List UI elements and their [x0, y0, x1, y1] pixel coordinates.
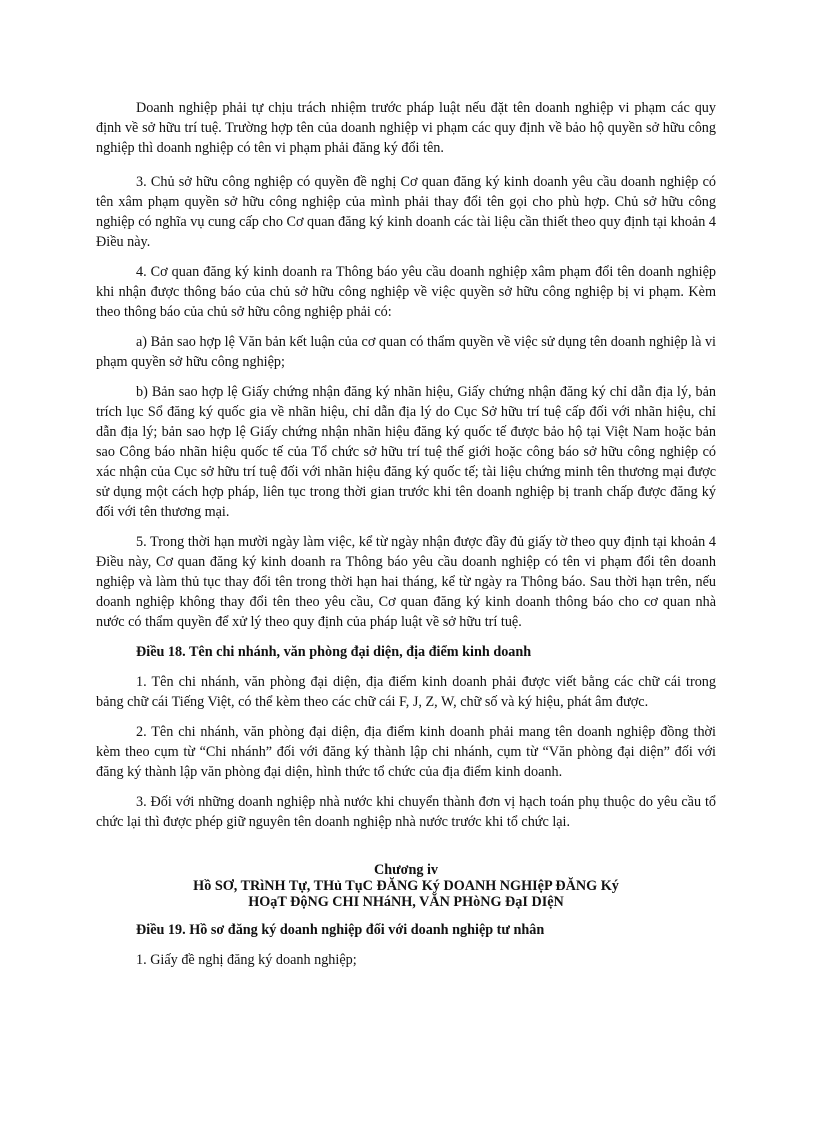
chapter-heading — [96, 862, 716, 910]
chapter-title-line-1: Hồ SƠ, TRìNH Tự, THủ TụC ĐĂNG Ký DOANH NGHIệP ĐĂNG Ký — [193, 878, 619, 894]
document-page — [96, 98, 716, 980]
paragraph-clause-4b: b) Bản sao hợp lệ Giấy chứng nhận đăng ký nhãn hiệu, Giấy chứng nhận đăng ký chỉ dẫn địa lý, bản trích lục Sổ đăng ký quốc gia về nhãn hiệu, chỉ dẫn địa lý do Cục Sở hữu trí tuệ cấp đối với nhãn hiệu, chỉ dẫn địa lý; bản sao hợp lệ Giấy chứng nhận nhãn hiệu đăng ký quốc tế được bảo hộ tại Việt Nam hoặc bản sao Công báo nhãn hiệu quốc tế của Tổ chức sở hữu trí tuệ thế giới hoặc công báo sở hữu công nghiệp có xác nhận của Cục sở hữu trí tuệ đối với nhãn hiệu đăng ký quốc tế; tài liệu chứng minh tên thương mại được sử dụng một cách hợp pháp, liên tục trong thời gian trước khi tên doanh nghiệp bị tranh chấp được đăng ký đối với tên thương mại. — [96, 384, 716, 520]
paragraph-clause-4a: a) Bản sao hợp lệ Văn bản kết luận của cơ quan có thẩm quyền về việc sử dụng tên doanh nghiệp là vi phạm quyền sở hữu công nghiệp; — [96, 334, 716, 370]
article-19-heading: Điều 19. Hồ sơ đăng ký doanh nghiệp đối với doanh nghiệp tư nhân — [136, 922, 545, 938]
article-18-heading: Điều 18. Tên chi nhánh, văn phòng đại diện, địa điểm kinh doanh — [136, 644, 532, 660]
paragraph-clause-4: 4. Cơ quan đăng ký kinh doanh ra Thông báo yêu cầu doanh nghiệp xâm phạm đổi tên doanh nghiệp khi nhận được thông báo của chủ sở hữu công nghiệp về việc quyền sở hữu công nghiệp bị vi phạm. Kèm theo thông báo của chủ sở hữu công nghiệp phải có: — [96, 264, 716, 320]
article-18-clause-3: 3. Đối với những doanh nghiệp nhà nước khi chuyển thành đơn vị hạch toán phụ thuộc do yêu cầu tổ chức lại thì được phép giữ nguyên tên doanh nghiệp nhà nước trước khi tổ chức lại. — [96, 794, 716, 830]
chapter-title-line-2: HOạT ĐộNG CHI NHáNH, VĂN PHòNG ĐạI DIệN — [248, 894, 564, 910]
chapter-label: Chương iv — [373, 862, 439, 878]
article-18-clause-1: 1. Tên chi nhánh, văn phòng đại diện, địa điểm kinh doanh phải được viết bằng các chữ cái trong bảng chữ cái Tiếng Việt, có thể kèm theo các chữ cái F, J, Z, W, chữ số và ký hiệu, phát âm được. — [96, 674, 716, 710]
article-19-clause-1: 1. Giấy đề nghị đăng ký doanh nghiệp; — [136, 952, 357, 968]
paragraph-clause-5: 5. Trong thời hạn mười ngày làm việc, kể từ ngày nhận được đầy đủ giấy tờ theo quy định tại khoản 4 Điều này, Cơ quan đăng ký kinh doanh ra Thông báo yêu cầu doanh nghiệp có tên vi phạm đổi tên doanh nghiệp và làm thủ tục thay đổi tên trong thời hạn hai tháng, kể từ ngày ra Thông báo. Sau thời hạn trên, nếu doanh nghiệp không thay đổi tên theo yêu cầu, Cơ quan đăng ký kinh doanh thông báo cho cơ quan nhà nước có thẩm quyền để xử lý theo quy định của pháp luật về sở hữu trí tuệ. — [96, 534, 716, 630]
article-18-clause-2: 2. Tên chi nhánh, văn phòng đại diện, địa điểm kinh doanh phải mang tên doanh nghiệp đồng thời kèm theo cụm từ “Chi nhánh” đối với đăng ký thành lập chi nhánh, cụm từ “Văn phòng đại diện” đối với đăng ký thành lập văn phòng đại diện, hình thức tổ chức của địa điểm kinh doanh. — [96, 724, 716, 780]
paragraph-name-violation: Doanh nghiệp phải tự chịu trách nhiệm trước pháp luật nếu đặt tên doanh nghiệp vi phạm các quy định về sở hữu trí tuệ. Trường hợp tên của doanh nghiệp vi phạm các quy định về bảo hộ quyền sở hữu công nghiệp thì doanh nghiệp có tên vi phạm phải đăng ký đổi tên. — [96, 100, 716, 156]
paragraph-clause-3: 3. Chủ sở hữu công nghiệp có quyền đề nghị Cơ quan đăng ký kinh doanh yêu cầu doanh nghiệp có tên xâm phạm quyền sở hữu công nghiệp của mình phải thay đổi tên gọi cho phù hợp. Chủ sở hữu công nghiệp có nghĩa vụ cung cấp cho Cơ quan đăng ký kinh doanh các tài liệu cần thiết theo quy định tại khoản 4 Điều này. — [96, 174, 716, 250]
